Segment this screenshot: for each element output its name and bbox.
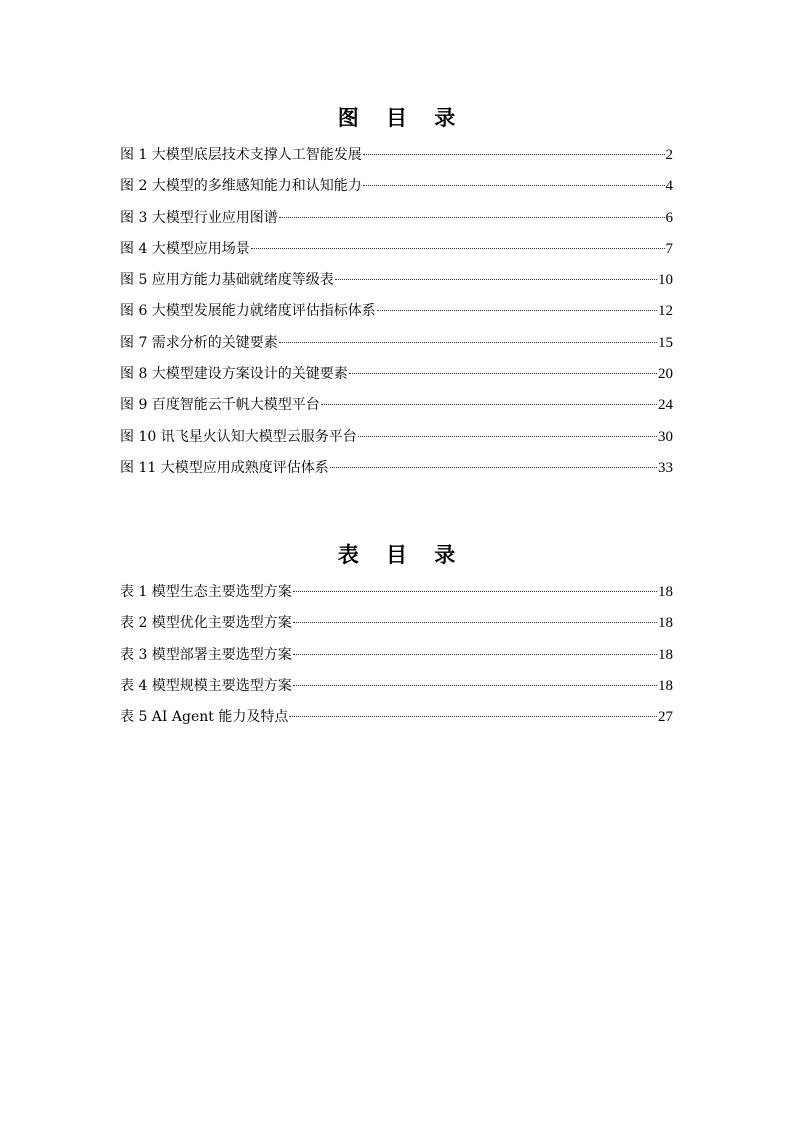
dot-leader: [330, 467, 657, 468]
figure-entry-page-number: 30: [658, 428, 673, 445]
dot-leader: [279, 217, 665, 218]
table-entry[interactable]: [120, 640, 673, 671]
figure-entry[interactable]: [120, 140, 673, 171]
table-entry-label: 表 1 模型生态主要选型方案: [120, 584, 292, 600]
figure-entry[interactable]: [120, 328, 673, 359]
dot-leader: [321, 404, 657, 405]
dot-leader: [293, 622, 657, 623]
dot-leader: [363, 185, 665, 186]
list-of-figures: [120, 104, 673, 484]
figure-entry[interactable]: [120, 203, 673, 234]
table-entry[interactable]: [120, 577, 673, 608]
figure-entry-page-number: 6: [665, 209, 673, 226]
figure-entry-label: 图 5 应用方能力基础就绪度等级表: [120, 272, 334, 289]
table-entry-page-number: 18: [658, 615, 673, 632]
table-entry[interactable]: [120, 702, 673, 733]
figures-entry-list: [120, 140, 673, 484]
figure-entry-label: 图 1 大模型底层技术支撑人工智能发展: [120, 147, 362, 163]
figure-entry-page-number: 4: [665, 178, 673, 195]
figure-entry-label: 图 7 需求分析的关键要素: [120, 334, 278, 351]
figure-entry-page-number: 7: [665, 240, 673, 257]
figure-entry[interactable]: [120, 422, 673, 453]
dot-leader: [279, 342, 657, 343]
figure-entry[interactable]: [120, 390, 673, 421]
figure-entry-page-number: 24: [658, 397, 673, 414]
tables-heading: 表 目 录: [337, 543, 466, 567]
figure-entry[interactable]: [120, 234, 673, 265]
figure-entry-page-number: 2: [665, 147, 673, 163]
table-entry-label: 表 5 AI Agent 能力及特点: [120, 709, 289, 726]
figure-entry-label: 图 2 大模型的多维感知能力和认知能力: [120, 178, 362, 195]
figure-entry-page-number: 12: [658, 303, 673, 320]
dot-leader: [335, 279, 657, 280]
figure-entry-page-number: 10: [658, 272, 673, 289]
table-entry[interactable]: [120, 608, 673, 639]
table-entry-label: 表 3 模型部署主要选型方案: [120, 646, 292, 663]
figure-entry-page-number: 15: [658, 334, 673, 351]
dot-leader: [349, 373, 657, 374]
dot-leader: [293, 591, 657, 592]
figure-entry-page-number: 20: [658, 366, 673, 383]
figure-entry[interactable]: [120, 296, 673, 327]
table-entry-page-number: 18: [658, 584, 673, 600]
figure-entry[interactable]: [120, 453, 673, 484]
table-entry[interactable]: [120, 671, 673, 702]
figure-entry-label: 图 3 大模型行业应用图谱: [120, 209, 278, 226]
dot-leader: [293, 685, 657, 686]
figure-entry-label: 图 6 大模型发展能力就绪度评估指标体系: [120, 303, 376, 320]
table-entry-page-number: 18: [658, 646, 673, 663]
figure-entry-label: 图 4 大模型应用场景: [120, 240, 250, 257]
figures-heading: 图 目 录: [337, 106, 466, 130]
figure-entry[interactable]: [120, 359, 673, 390]
figure-entry-label: 图 9 百度智能云千帆大模型平台: [120, 397, 320, 414]
table-entry-page-number: 18: [658, 677, 673, 694]
figure-entry[interactable]: [120, 171, 673, 202]
figure-entry-label: 图 10 讯飞星火认知大模型云服务平台: [120, 428, 357, 445]
dot-leader: [363, 154, 665, 155]
dot-leader: [358, 436, 657, 437]
figure-entry-label: 图 11 大模型应用成熟度评估体系: [120, 459, 329, 476]
figure-entry-label: 图 8 大模型建设方案设计的关键要素: [120, 366, 348, 383]
figure-entry[interactable]: [120, 265, 673, 296]
table-entry-label: 表 2 模型优化主要选型方案: [120, 615, 292, 632]
table-entry-page-number: 27: [658, 709, 673, 726]
dot-leader: [293, 654, 657, 655]
dot-leader: [251, 248, 665, 249]
tables-entry-list: [120, 577, 673, 733]
list-of-tables: [120, 541, 673, 733]
figure-entry-page-number: 33: [658, 459, 673, 476]
dot-leader: [289, 716, 657, 717]
table-entry-label: 表 4 模型规模主要选型方案: [120, 677, 292, 694]
dot-leader: [377, 310, 657, 311]
